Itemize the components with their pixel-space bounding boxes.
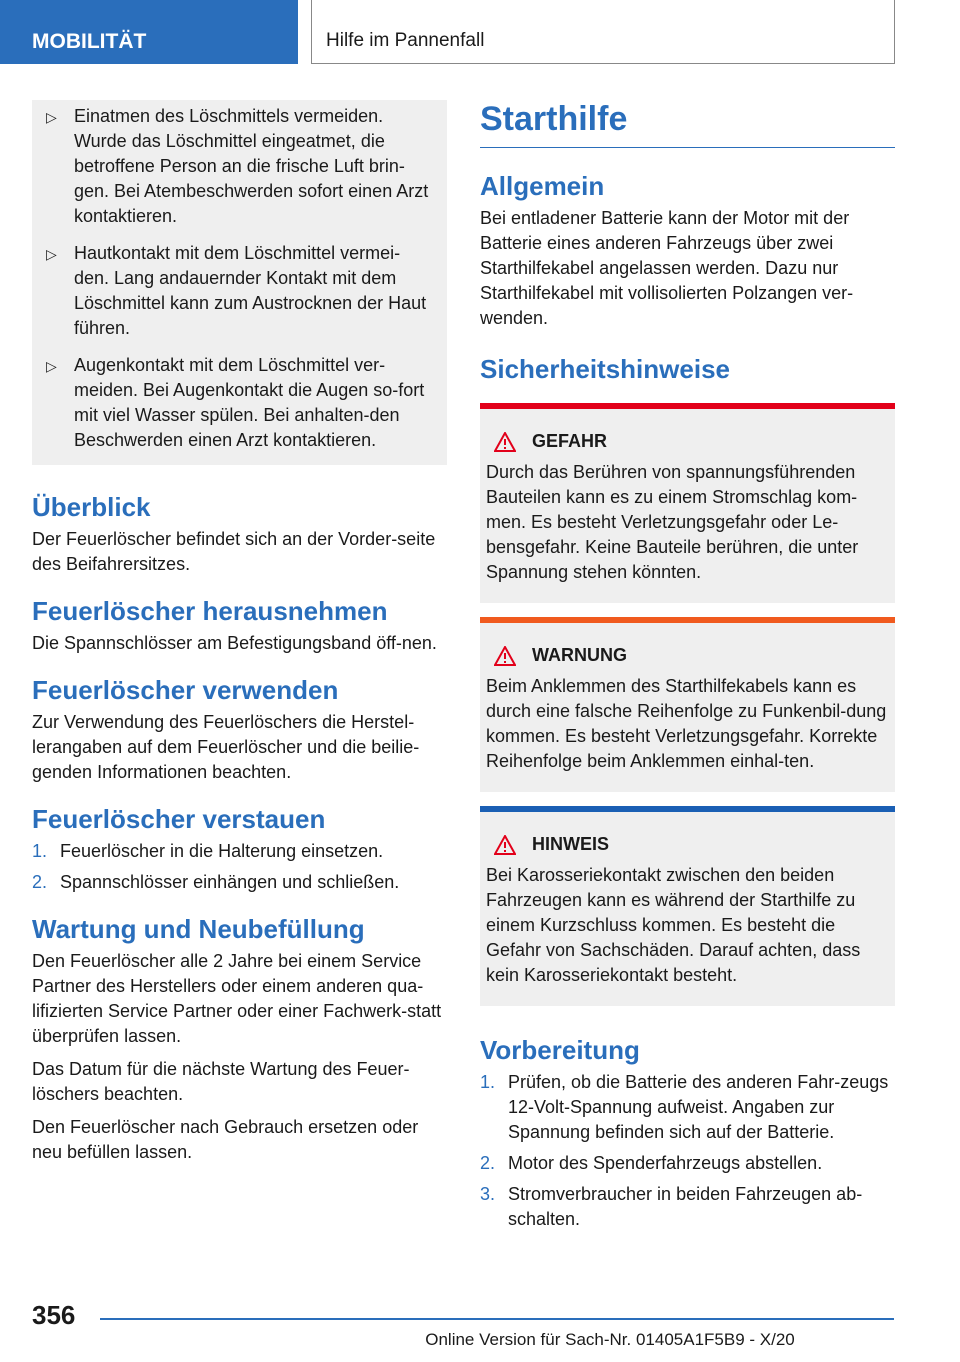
use-heading: Feuerlöscher verwenden <box>32 675 339 705</box>
left-column <box>32 100 447 1173</box>
maintenance-text: Den Feuerlöscher alle 2 Jahre bei einem Service Partner des Herstellers oder einem anderen qua-lifizierten Service Partner oder einer Fachwerk-statt überprüfen lassen. <box>32 951 442 1046</box>
stow-heading: Feuerlöscher verstauen <box>32 804 326 834</box>
warning-triangle-icon <box>494 432 516 452</box>
topic-tab: Hilfe im Pannenfall <box>311 0 895 64</box>
overview-heading: Überblick <box>32 492 151 522</box>
use-text: Zur Verwendung des Feuerlöschers die Herstel-lerangaben auf dem Feuerlöscher und die beilie-genden Informationen beachten. <box>32 712 420 782</box>
stow-steps <box>32 839 447 895</box>
right-column <box>480 100 895 1238</box>
danger-text: Durch das Berühren von spannungsführenden Bauteilen kann es zu einem Stromschlag kom-men. Es besteht Verletzungsgefahr oder Le-bensgefahr. Keine Bauteile berühren, die unter Spannung stehen könnten. <box>486 462 859 582</box>
list-item: 1. Prüfen, ob die Batterie des anderen Fahr-zeugs 12-Volt-Spannung aufweist. Angaben zur Spannung befinden sich auf der Batterie. <box>480 1072 889 1142</box>
list-item: ▷ Hautkontakt mit dem Löschmittel vermei-den. Lang andauernder Kontakt mit dem Löschmittel kann zum Austrocknen der Haut führen. <box>46 241 435 341</box>
footer-divider <box>100 1318 894 1320</box>
list-item: 2. Motor des Spenderfahrzeugs abstellen. <box>480 1153 823 1173</box>
remove-text: Die Spannschlösser am Befestigungsband öff-nen. <box>32 633 437 653</box>
general-text: Bei entladener Batterie kann der Motor mit der Batterie eines anderen Fahrzeugs über zwei Starthilfekabel angelassen werden. Dazu nur Starthilfekabel mit vollisolierten Polzangen ver-wenden. <box>480 208 854 328</box>
page-title: Starthilfe <box>480 100 895 148</box>
notice-text: Bei Karosseriekontakt zwischen den beiden Fahrzeugen kann es während der Starthilfe zu einem Kurzschluss kommen. Es besteht die Gefahr von Sachschäden. Darauf achten, dass kein Karosseriekontakt besteht. <box>486 865 861 985</box>
triangle-bullet-icon: ▷ <box>46 358 57 374</box>
maintenance-text: Das Datum für die nächste Wartung des Feuer-löschers beachten. <box>32 1059 410 1104</box>
triangle-bullet-icon: ▷ <box>46 246 57 262</box>
maintenance-text: Den Feuerlöscher nach Gebrauch ersetzen oder neu befüllen lassen. <box>32 1117 419 1162</box>
warning-text: Beim Anklemmen des Starthilfekabels kann es durch eine falsche Reihenfolge zu Funkenbil-dung kommen. Es besteht Verletzungsgefahr. Korrekte Reihenfolge beim Anklemmen einhal-ten. <box>486 676 887 771</box>
list-item: ▷ Einatmen des Löschmittels vermeiden. Wurde das Löschmittel eingeatmet, die betroffene Person an die frische Luft brin-gen. Bei Atembeschwerden sofort einen Arzt kontaktieren. <box>46 104 435 229</box>
list-item: 2. Spannschlösser einhängen und schließen. <box>32 872 400 892</box>
list-item: 1. Feuerlöscher in die Halterung einsetzen. <box>32 841 384 861</box>
page-number: 356 <box>32 1300 76 1330</box>
notice-label: HINWEIS <box>532 834 610 854</box>
list-item: 3. Stromverbraucher in beiden Fahrzeugen ab-schalten. <box>480 1184 863 1229</box>
safety-heading: Sicherheitshinweise <box>480 354 730 384</box>
warning-label: WARNUNG <box>532 645 627 665</box>
safety-box <box>32 100 447 465</box>
maintenance-heading: Wartung und Neubefüllung <box>32 914 365 944</box>
remove-heading: Feuerlöscher herausnehmen <box>32 596 388 626</box>
warning-triangle-icon <box>494 646 516 666</box>
danger-label: GEFAHR <box>532 431 608 451</box>
preparation-heading: Vorbereitung <box>480 1035 640 1065</box>
notice-box <box>480 806 895 1006</box>
general-heading: Allgemein <box>480 171 605 201</box>
overview-text: Der Feuerlöscher befindet sich an der Vorder-seite des Beifahrersitzes. <box>32 529 436 574</box>
warning-triangle-icon <box>494 835 516 855</box>
preparation-steps <box>480 1070 895 1232</box>
section-tab: MOBILITÄT <box>0 0 298 64</box>
warning-box <box>480 617 895 792</box>
footer-online-version: Online Version für Sach-Nr. 01405A1F5B9 - X/20 <box>425 1330 795 1349</box>
triangle-bullet-icon: ▷ <box>46 109 57 125</box>
list-item: ▷ Augenkontakt mit dem Löschmittel ver-meiden. Bei Augenkontakt die Augen so-fort mit viel Wasser spülen. Bei anhalten-den Beschwerden einen Arzt kontaktieren. <box>46 353 435 453</box>
danger-box <box>480 403 895 603</box>
